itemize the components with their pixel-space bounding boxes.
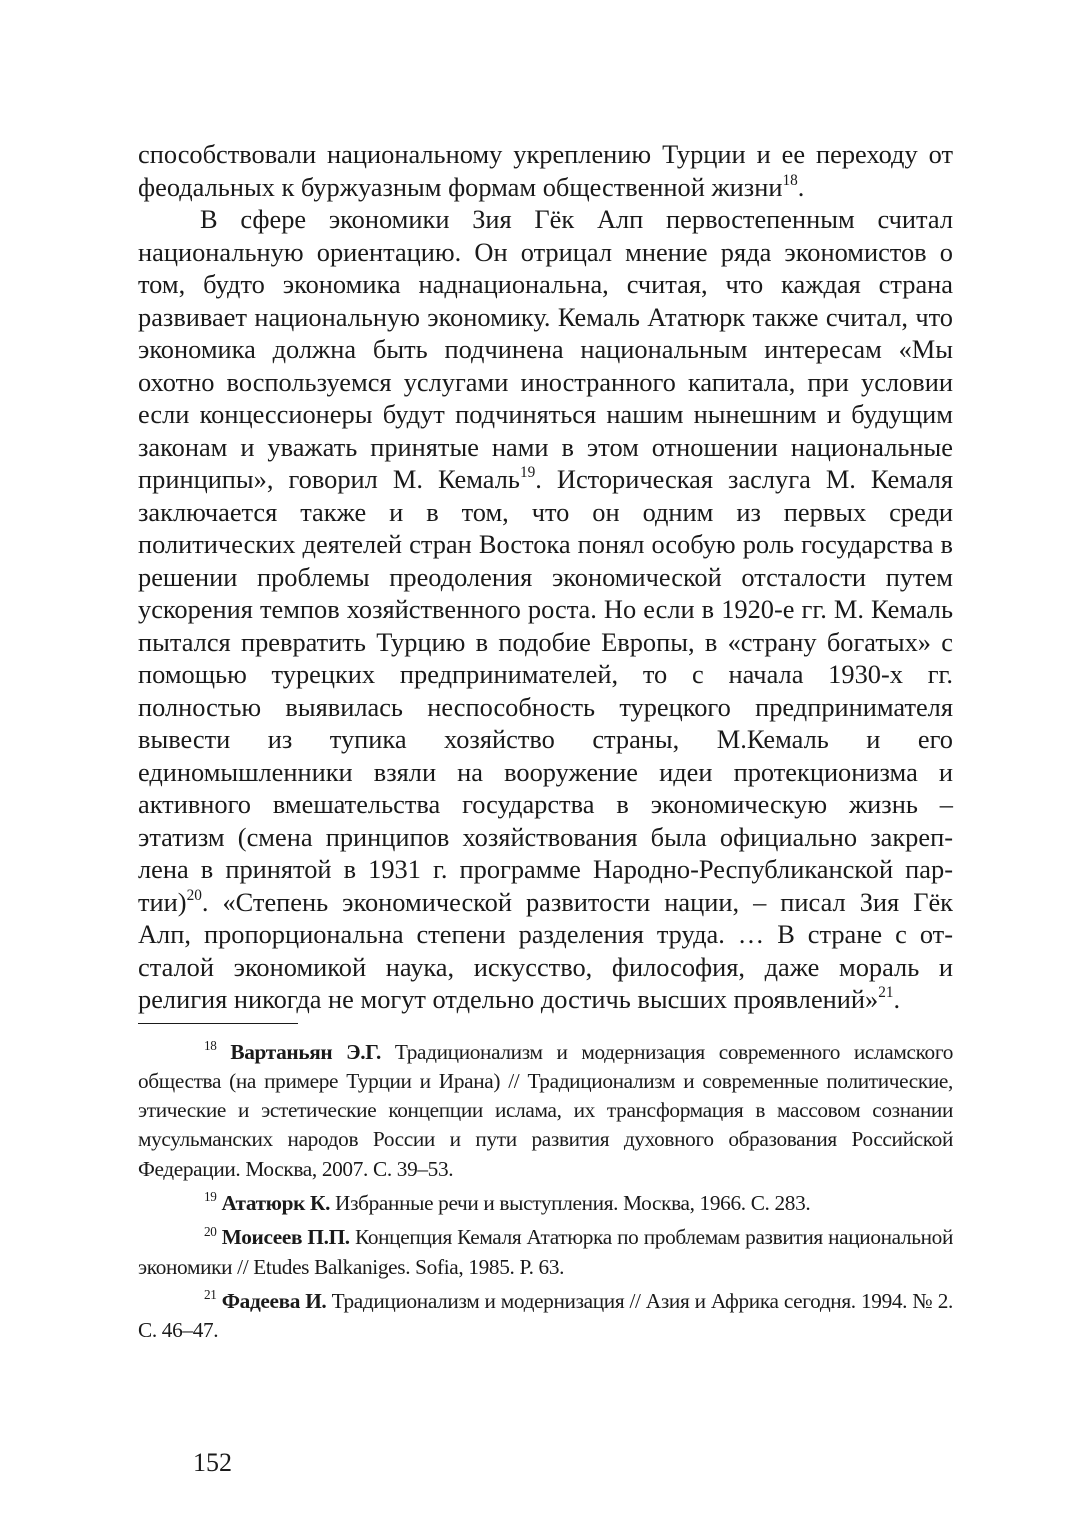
footnote-number: 18 [204, 1037, 217, 1053]
paragraph-2 [138, 203, 953, 1016]
footnote-18 [138, 1038, 953, 1184]
paragraph-2-part-b: . Историческая заслуга М. Кемаля заключается также и в том, что он одним из первых среди политических деятелей стран Востока понял особую роль государства в решении проблемы преодоления экономической отсталости путем ускорения темпов хозяйственного роста. Но если в 1920-е гг. М. Кемаль пытался превратить Турцию в подобие Европы, в «страну богатых» с помощью турецких предпринимателей, то с начала 1930-х гг. полностью выявилась неспособность турецкого предпринимателя вывести из тупика хозяйство страны, М.Кемаль и его единомышленники взяли на вооружение идеи протекционизма и активного вмешательства государства в экономическую жизнь – этатизм (смена принципов хозяйствования была официально закреплена в принятой в 1931 г. программе Народно-Республиканской партии) [138, 464, 953, 917]
footnote-author: Вартаньян Э.Г. [230, 1039, 382, 1064]
footnote-author: Ататюрк К. [221, 1190, 331, 1215]
footnote-20 [138, 1223, 953, 1282]
paragraph-1 [138, 138, 953, 203]
paragraph-2-part-a: В сфере экономики Зия Гёк Алп первостепенным считал национальную ориентацию. Он отрицал мнение ряда экономистов о том, будто экономика наднациональна, считая, что каждая страна развивает национальную экономику. Кемаль Ататюрк также считал, что экономика должна быть подчинена национальным интересам «Мы охотно воспользуемся услугами иностранного капитала, при условии если концессионеры будут подчиняться нашим нынешним и будущим законам и уважать принятые нами в этом отношении национальные принципы», говорил М. Кемаль [138, 204, 953, 494]
footnote-number: 21 [204, 1287, 217, 1303]
footnote-number: 19 [204, 1189, 217, 1205]
footnote-text: Избранные речи и выступления. Москва, 1966. С. 283. [330, 1190, 811, 1215]
page-number: 152 [193, 1448, 232, 1477]
footnote-ref-20[interactable]: 20 [186, 886, 202, 904]
footnote-text: Концепция Кемаля Ататюрка по проблемам развития национальной экономики // Etudes Balkaniges. Sofia, 1985. P. 63. [138, 1225, 953, 1279]
paragraph-1-text: способствовали национальному укреплению Турции и ее переходу от феодальных к буржуазным формам общественной жизни [138, 139, 953, 202]
page-content [138, 138, 953, 1345]
footnote-text: Традиционализм и модернизация современного исламского общества (на примере Турции и Ирана) // Традиционализм и современные политические, этические и эстетические концепции ислама, их трансформация в массовом сознании мусульманских народов России и пути развития духовного образования Российской Федерации. Москва, 2007. С. 39–53. [138, 1039, 953, 1181]
footnote-author: Моисеев П.П. [221, 1225, 350, 1250]
footnote-ref-19[interactable]: 19 [519, 464, 536, 482]
paragraph-2-end: . [893, 984, 901, 1014]
main-text [138, 138, 953, 1016]
footnote-number: 20 [204, 1223, 217, 1239]
footnote-separator [138, 1023, 298, 1024]
paragraph-1-end: . [797, 171, 805, 202]
footnote-text: Традиционализм и модернизация // Азия и Африка сегодня. 1994. № 2. С. 46–47. [138, 1288, 953, 1343]
footnote-ref-18[interactable]: 18 [782, 171, 798, 189]
footnote-author: Фадеева И. [221, 1288, 327, 1313]
footnote-ref-21[interactable]: 21 [878, 984, 894, 1002]
footnote-19 [138, 1189, 953, 1218]
footnotes [138, 1038, 953, 1346]
footnote-21 [138, 1287, 953, 1346]
paragraph-2-part-c: . «Степень экономической развитости нации, – писал Зия Гёк Алп, пропорциональна степени разделения труда. … В стране с отсталой экономикой наука, искусство, философия, даже мораль и религия никогда не могут отдельно достичь высших проявлений» [138, 886, 953, 1014]
